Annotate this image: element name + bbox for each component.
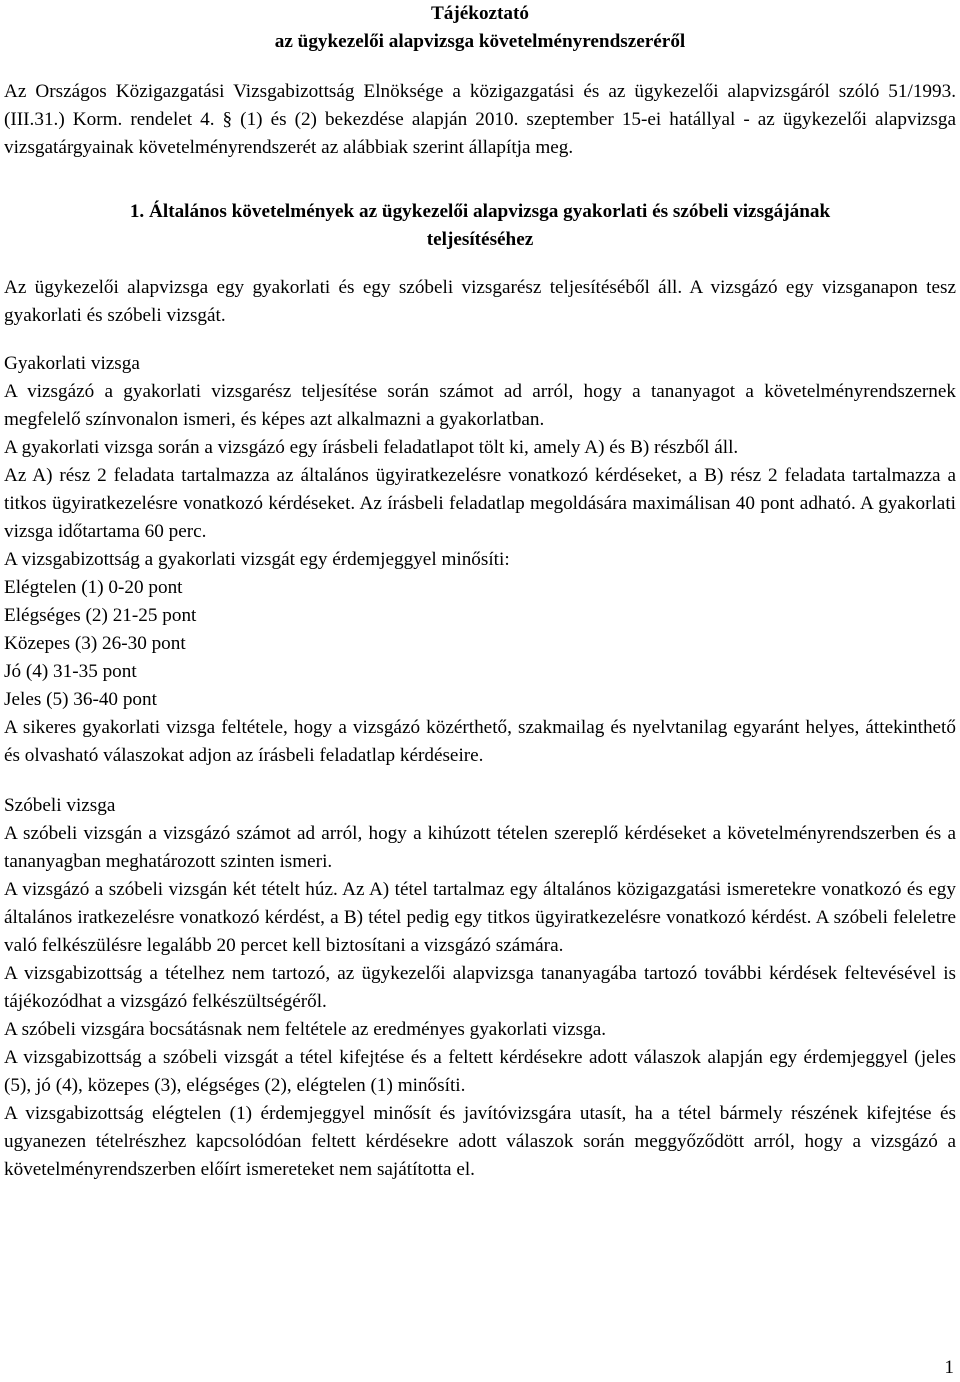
oral-paragraph-4: A szóbeli vizsgára bocsátásnak nem feltétele az eredményes gyakorlati vizsga. [4,1019,607,1040]
grade-item: Jeles (5) 36-40 pont [4,689,157,710]
practical-paragraph-3: Az A) rész 2 feladata tartalmazza az általános ügyiratkezelésre vonatkozó kérdéseket, a B) rész 2 feladata tartalmazza a titkos ügyiratkezelésre vonatkozó kérdéseket. Az írásbeli feladatlap megoldására maximálisan 40 pont adható. A gyakorlati vizsga időtartama 60 perc. [4,465,956,542]
oral-paragraph-6: A vizsgabizottság elégtelen (1) érdemjeggyel minősít és javítóvizsgára utasít, ha a tétel bármely részének kifejtése és ugyanezen tételrészhez kapcsolódóan feltett kérdésekre adott válaszok során meggyőződött arról, hogy a vizsgázó a követelményrendszerben előírt ismereteket nem sajátította el. [4,1103,956,1180]
oral-exam-title: Szóbeli vizsga [4,795,116,816]
section-paragraph: Az ügykezelői alapvizsga egy gyakorlati és egy szóbeli vizsgarész teljesítéséből áll. A vizsgázó egy vizsganapon tesz gyakorlati és szóbeli vizsgát. [4,277,956,326]
grade-item: Elégtelen (1) 0-20 pont [4,577,183,598]
spacer [4,770,956,792]
section-heading-continued: teljesítéséhez [426,229,534,250]
spacer [4,330,956,350]
practical-paragraph-1: A vizsgázó a gyakorlati vizsgarész teljesítése során számot ad arról, hogy a tananyagot a követelményrendszernek megfelelő színvonalon ismeri, és képes azt alkalmazni a gyakorlatban. [4,381,956,430]
oral-paragraph-5: A vizsgabizottság a szóbeli vizsgát a tétel kifejtése és a feltett kérdésekre adott válaszok alapján egy érdemjeggyel (jeles (5), jó (4), közepes (3), elégséges (2), elégtelen (1) minősíti. [4,1047,956,1096]
intro-paragraph: Az Országos Közigazgatási Vizsgabizottság Elnöksége a közigazgatási és az ügykezelői alapvizsgáról szóló 51/1993. (III.31.) Korm. rendelet 4. § (1) és (2) bekezdése alapján 2010. szeptember 15-ei hatállyal - az ügykezelői alapvizsga vizsgatárgyainak követelményrendszerét az alábbiak szerint állapítja meg. [4,81,956,158]
spacer [4,162,956,198]
page-number: 1 [944,1357,954,1378]
document-subtitle: az ügykezelői alapvizsga követelményrendszeréről [274,31,686,52]
oral-paragraph-1: A szóbeli vizsgán a vizsgázó számot ad arról, hogy a kihúzott tételen szereplő kérdéseket a követelményrendszerben és a tananyagban meghatározott szinten ismeri. [4,823,956,872]
grade-item: Jó (4) 31-35 pont [4,661,137,682]
spacer [4,56,956,78]
spacer [4,254,956,274]
practical-paragraph-2: A gyakorlati vizsga során a vizsgázó egy írásbeli feladatlapot tölt ki, amely A) és B) részből áll. [4,437,739,458]
grade-item: Elégséges (2) 21-25 pont [4,605,197,626]
section-heading: 1. Általános követelmények az ügykezelői alapvizsga gyakorlati és szóbeli vizsgájának [129,201,831,222]
oral-paragraph-2: A vizsgázó a szóbeli vizsgán két tételt húz. Az A) tétel tartalmaz egy általános közigazgatási ismeretekre vonatkozó és egy általános iratkezelésre vonatkozó kérdést, a B) tétel pedig egy titkos ügyiratkezelésre vonatkozó kérdést. A szóbeli feleletre való felkészülésre legalább 20 percet kell biztosítani a vizsgázó számára. [4,879,956,956]
grade-item: Közepes (3) 26-30 pont [4,633,186,654]
oral-paragraph-3: A vizsgabizottság a tételhez nem tartozó, az ügykezelői alapvizsga tananyagába tartozó további kérdések feltevésével is tájékozódhat a vizsgázó felkészültségéről. [4,963,956,1012]
practical-exam-title: Gyakorlati vizsga [4,353,140,374]
document-title: Tájékoztató [430,3,530,24]
practical-paragraph-5: A sikeres gyakorlati vizsga feltétele, hogy a vizsgázó közérthető, szakmailag és nyelvtanilag egyaránt helyes, áttekinthető és olvasható válaszokat adjon az írásbeli feladatlap kérdéseire. [4,717,956,766]
document-page [4,0,956,1184]
practical-paragraph-4: A vizsgabizottság a gyakorlati vizsgát egy érdemjeggyel minősíti: [4,549,510,570]
